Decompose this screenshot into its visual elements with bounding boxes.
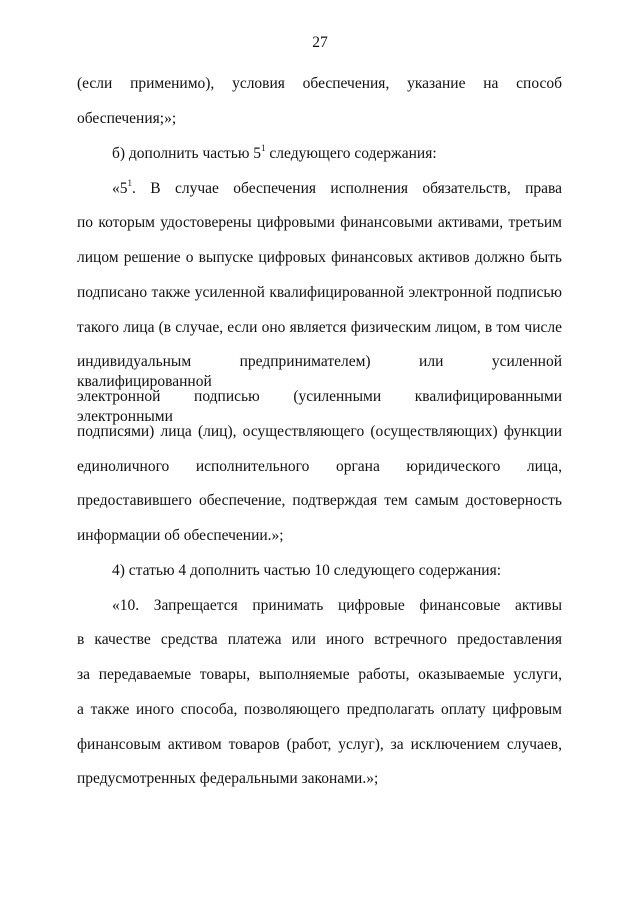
text-line: (если применимо), условия обеспечения, указание на способ [77,75,562,92]
text-segment: «5 [112,180,128,197]
text-line: за передаваемые товары, выполняемые работы, оказываемые услуги, [77,666,562,683]
text-line: лицом решение о выпуске цифровых финансовых активов должно быть [77,249,562,266]
text-line: единоличного исполнительного органа юридического лица, [77,458,562,475]
text-line: в качестве средства платежа или иного встречного предоставления [77,631,562,648]
text-segment: следующего содержания: [265,145,437,162]
superscript: 1 [261,143,266,153]
superscript: 1 [127,178,132,188]
text-line: предусмотренных федеральными законами.»; [77,770,379,787]
text-line [112,144,562,164]
text-line: подписано также усиленной квалифицированной электронной подписью [77,284,562,301]
text-segment: б) дополнить частью 5 [112,145,262,162]
text-line: «10. Запрещается принимать цифровые финансовые активы [112,597,562,614]
text-segment: . В случае обеспечения исполнения обязательств, права [132,180,562,197]
text-line: электронной подписью (усиленными квалифицированными электронными [77,388,562,425]
text-line: подписями) лица (лиц), осуществляющего (осуществляющих) функции [77,423,562,440]
text-line: информации об обеспечении.»; [77,527,284,544]
text-line: обеспечения;»; [77,110,177,127]
text-line: такого лица (в случае, если оно является физическим лицом, в том числе [77,319,562,336]
text-line: индивидуальным предпринимателем) или усиленной квалифицированной [77,353,562,390]
text-line: по которым удостоверены цифровыми финансовыми активами, третьим [77,214,562,231]
text-line: 4) статью 4 дополнить частью 10 следующего содержания: [112,562,502,579]
text-line [112,179,562,199]
text-line: предоставившего обеспечение, подтверждая тем самым достоверность [77,492,562,509]
text-line: финансовым активом товаров (работ, услуг), за исключением случаев, [77,736,562,753]
page-number: 27 [312,34,328,51]
text-line: а также иного способа, позволяющего предполагать оплату цифровым [77,701,562,718]
